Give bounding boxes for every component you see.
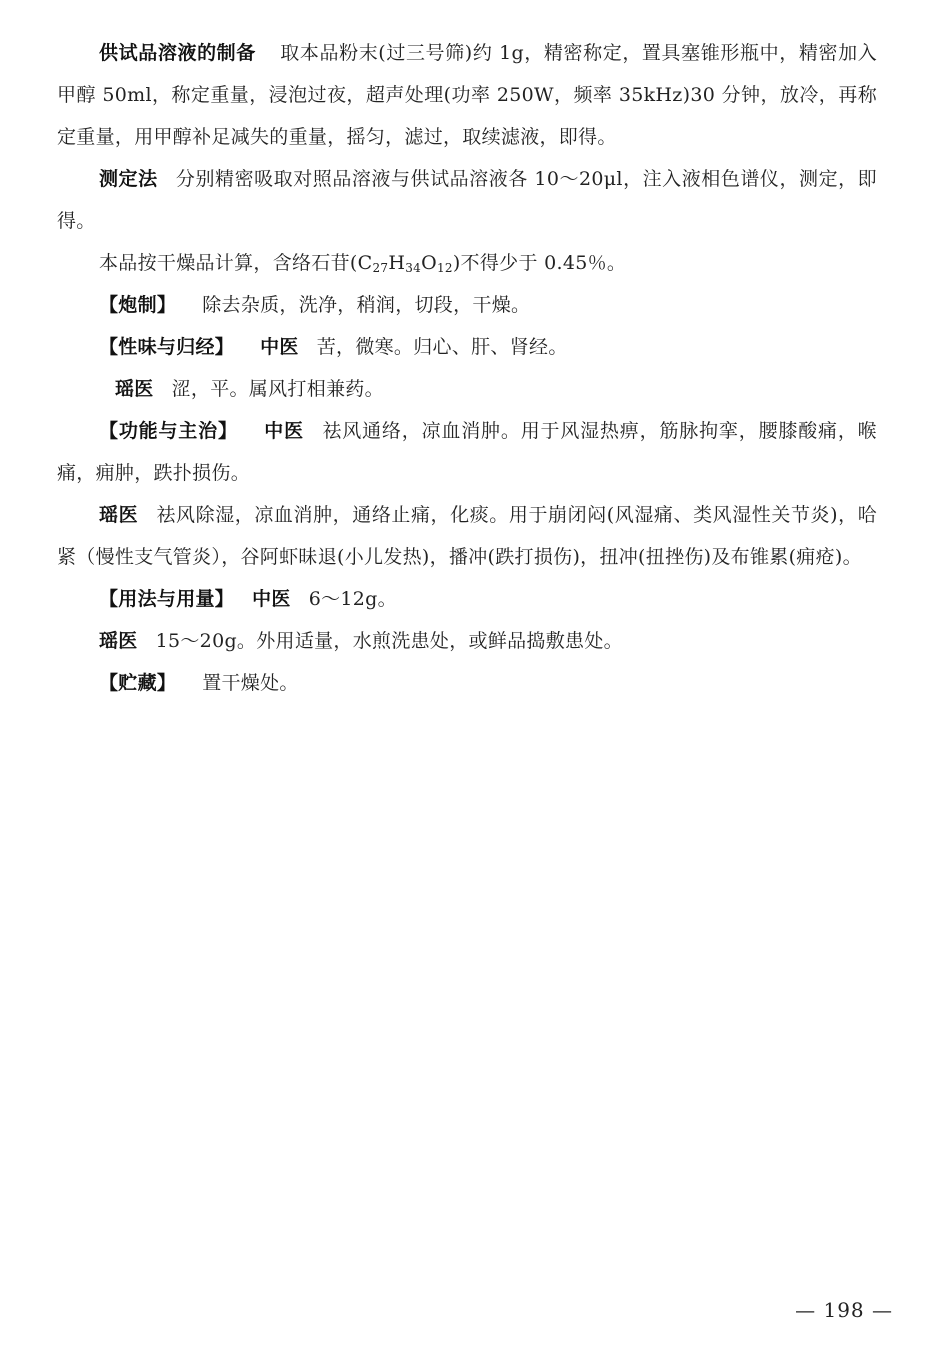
section-label: 测定法 xyxy=(99,168,158,190)
section-label: 【用法与用量】 xyxy=(99,588,235,610)
paragraph-text: 除去杂质，洗净，稍润，切段，干燥。 xyxy=(202,294,531,316)
content-limit-paragraph xyxy=(57,242,877,284)
formula-subscript: 12 xyxy=(436,261,453,275)
usage-dosage-paragraph xyxy=(57,578,877,620)
formula-subscript: 34 xyxy=(405,261,422,275)
section-label: 【性味与归经】 xyxy=(99,336,235,358)
yao-nature-paragraph xyxy=(57,368,877,410)
section-sublabel: 瑶医 xyxy=(115,378,154,400)
paragraph-text: 15～20g。外用适量，水煎洗患处，或鲜品捣敷患处。 xyxy=(155,630,623,652)
formula-element: O xyxy=(421,252,437,274)
paragraph-text: 置干燥处。 xyxy=(202,672,299,694)
section-label: 【炮制】 xyxy=(99,294,177,316)
section-sublabel: 瑶医 xyxy=(99,504,139,526)
section-label: 供试品溶液的制备 xyxy=(99,42,256,64)
paragraph-text: 取本品粉末(过三号筛)约 1g，精密称定，置具塞锥形瓶中，精密加入甲醇 50ml，称定重量，浸泡过夜，超声处理(功率 250W，频率 35kHz)30 分钟，放冷，再称定重量，用甲醇补足减失的重量，摇匀，滤过，取续滤液，即得。 xyxy=(57,42,877,148)
paragraph-text: 苦，微寒。归心、肝、肾经。 xyxy=(316,336,568,358)
yao-dosage-paragraph xyxy=(57,620,877,662)
page-number: — 198 — xyxy=(795,1298,893,1322)
assay-method-paragraph xyxy=(57,158,877,242)
paragraph-text: 涩，平。属风打相兼药。 xyxy=(171,378,384,400)
section-sublabel: 瑶医 xyxy=(99,630,138,652)
formula-subscript: 27 xyxy=(372,261,389,275)
paragraph-text: 祛风除湿，凉血消肿，通络止痛，化痰。用于崩闭闷(风湿痛、类风湿性关节炎)，哈紧（慢性支气管炎），谷阿虾昧退(小儿发热)，播冲(跌打损伤)，扭冲(扭挫伤)及布锥累(痈疮)。 xyxy=(57,504,877,568)
processing-paragraph xyxy=(57,284,877,326)
paragraph-text: 祛风通络，凉血消肿。用于风湿热痹，筋脉拘挛，腰膝酸痛，喉痛，痈肿，跌扑损伤。 xyxy=(57,420,877,484)
test-solution-preparation-paragraph xyxy=(57,32,877,158)
section-label: 【贮藏】 xyxy=(99,672,177,694)
document-body xyxy=(57,32,877,717)
paragraph-text: 6～12g。 xyxy=(308,588,397,610)
section-sublabel: 中医 xyxy=(252,588,291,610)
formula-element: H xyxy=(388,252,406,274)
section-sublabel: 中医 xyxy=(260,336,299,358)
nature-meridian-paragraph xyxy=(57,326,877,368)
paragraph-text: )不得少于 0.45％。 xyxy=(452,252,627,274)
function-indication-paragraph xyxy=(57,410,877,494)
paragraph-text: 本品按干燥品计算，含络石苷(C xyxy=(99,252,373,274)
paragraph-text: 分别精密吸取对照品溶液与供试品溶液各 10～20μl，注入液相色谱仪，测定，即得。 xyxy=(57,168,877,232)
section-sublabel: 中医 xyxy=(263,420,304,442)
section-label: 【功能与主治】 xyxy=(99,420,238,442)
yao-function-paragraph xyxy=(57,494,877,578)
storage-paragraph xyxy=(57,662,877,704)
